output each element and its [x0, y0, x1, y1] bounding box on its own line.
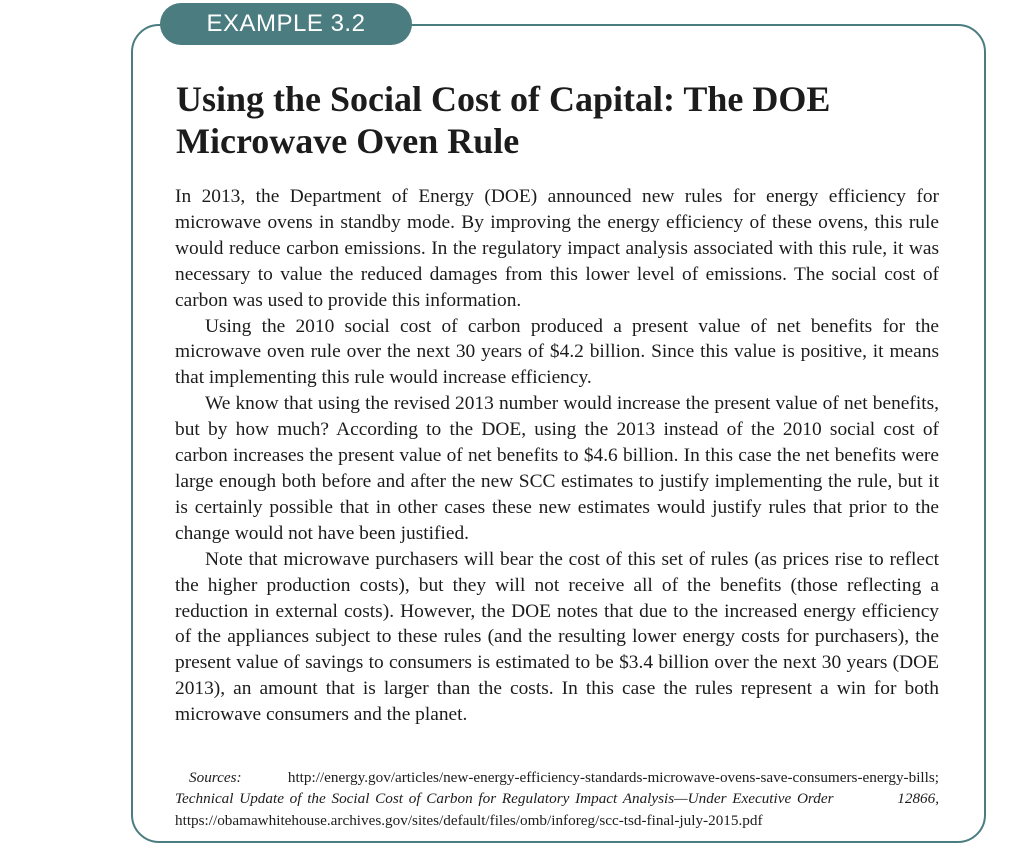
sources-note	[175, 767, 939, 831]
sources-doc-title: Technical Update of the Social Cost of Carbon for Regulatory Impact Analysis—Under Executive Order	[175, 790, 834, 808]
example-body	[175, 184, 939, 728]
sources-order-number: 12866	[897, 790, 936, 808]
example-title	[176, 78, 936, 162]
title-line-2: Microwave Oven Rule	[176, 121, 520, 161]
paragraph-4: Note that microwave purchasers will bear the cost of this set of rules (as prices rise to reflect the higher production costs), but they will not receive all of the benefits (those reflecting a reduction in external costs). However, the DOE notes that due to the increased energy efficiency of the appliances subject to these rules (and the resulting lower energy costs for purchasers), the present value of savings to consumers is estimated to be $3.4 billion over the next 30 years (DOE 2013), an amount that is larger than the costs. In this case the rules represent a win for both microwave consumers and the planet.	[175, 548, 939, 726]
paragraph-1: In 2013, the Department of Energy (DOE) announced new rules for energy efficiency for microwave ovens in standby mode. By improving the energy efficiency of these ovens, this rule would reduce carbon emissions. In the regulatory impact analysis associated with this rule, it was necessary to value the reduced damages from this lower level of emissions. The social cost of carbon was used to provide this information.	[175, 186, 939, 311]
paragraph-2: Using the 2010 social cost of carbon produced a present value of net benefits for the microwave oven rule over the next 30 years of $4.2 billion. Since this value is positive, it means that implementing this rule would increase efficiency.	[175, 315, 939, 389]
sources-label: Sources:	[189, 769, 242, 786]
paragraph-3: We know that using the revised 2013 number would increase the present value of net benefits, but by how much? According to the DOE, using the 2013 instead of the 2010 social cost of carbon increases the present value of net benefits to $4.6 billion. In this case the net benefits were large enough both before and after the new SCC estimates to justify implementing the rule, but it is certainly possible that in other cases these new estimates would justify rules that prior to the change would not have been justified.	[175, 393, 939, 544]
sources-url-2: , https://obamawhitehouse.archives.gov/sites/default/files/omb/inforeg/scc-tsd-final-july-2015.pdf	[175, 790, 940, 829]
example-label-badge: EXAMPLE 3.2	[160, 3, 412, 45]
title-line-1: Using the Social Cost of Capital: The DOE	[176, 79, 831, 119]
sources-url-1: http://energy.gov/articles/new-energy-efficiency-standards-microwave-ovens-save-consumers-energy-bills;	[287, 769, 939, 786]
